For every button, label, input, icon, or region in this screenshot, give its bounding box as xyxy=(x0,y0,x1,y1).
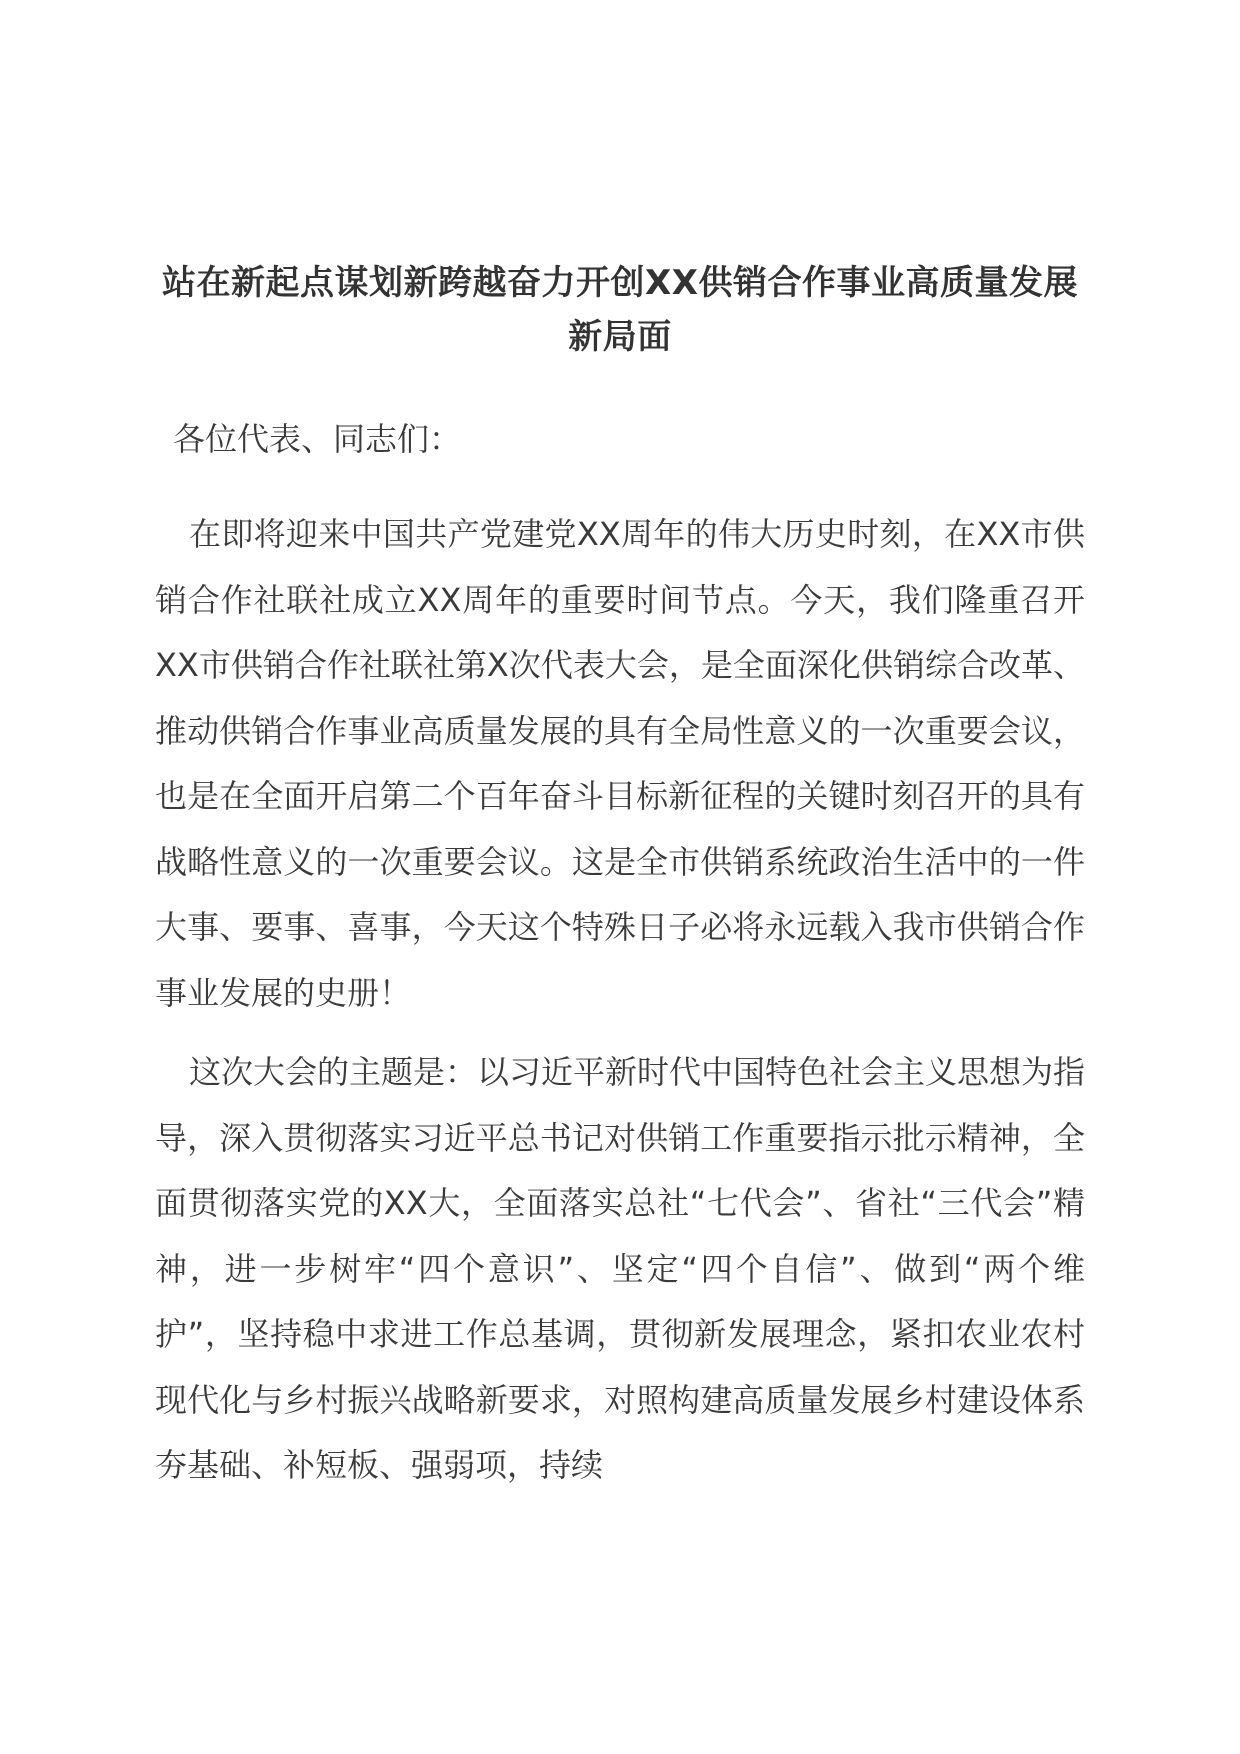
body-paragraph-2: 这次大会的主题是：以习近平新时代中国特色社会主义思想为指导，深入贯彻落实习近平总书记对供销工作重要指示批示精神，全面贯彻落实党的XX大，全面落实总社“七代会”、省社“三代会”精神，进一步树牢“四个意识”、坚定“四个自信”、做到“两个维护”，坚持稳中求进工作总基调，贯彻新发展理念，紧扣农业农村现代化与乡村振兴战略新要求，对照构建高质量发展乡村建设体系夯基础、补短板、强弱项，持续 xyxy=(155,1053,1086,1484)
body-paragraph-1: 在即将迎来中国共产党建党XX周年的伟大历史时刻，在XX市供销合作社联社成立XX周年的重要时间节点。今天，我们隆重召开XX市供销合作社联社第X次代表大会，是全面深化供销综合改革、推动供销合作事业高质量发展的具有全局性意义的一次重要会议，也是在全面开启第二个百年奋斗目标新征程的关键时刻召开的具有战略性意义的一次重要会议。这是全市供销系统政治生活中的一件大事、要事、喜事，今天这个特殊日子必将永远载入我市供销合作事业发展的史册！ xyxy=(155,515,1085,1012)
document-title: 站在新起点谋划新跨越奋力开创XX供销合作事业高质量发展新局面 xyxy=(162,263,1078,357)
greeting-line: 各位代表、同志们： xyxy=(173,420,462,458)
